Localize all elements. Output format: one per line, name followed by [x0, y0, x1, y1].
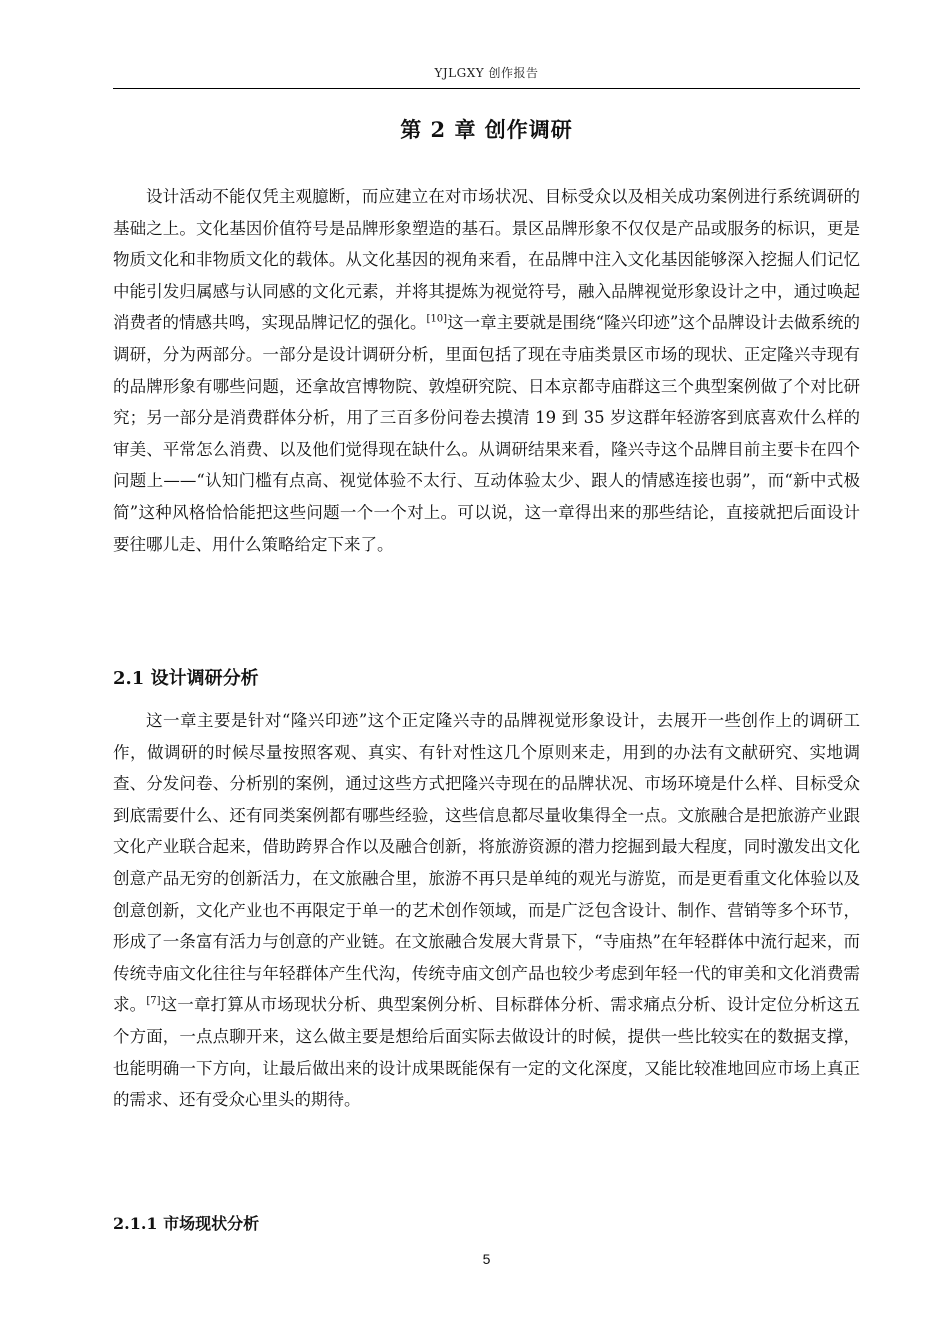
chapter-title: 第 2 章 创作调研: [400, 117, 573, 142]
intro-text-part1: 设计活动不能仅凭主观臆断，而应建立在对市场状况、目标受众以及相关成功案例进行系统调研的基础之上。文化基因价值符号是品牌形象塑造的基石。景区品牌形象不仅仅是产品或服务的标识，更是物质文化和非物质文化的载体。从文化基因的视角来看，在品牌中注入文化基因能够深入挖掘人们记忆中能引发归属感与认同感的文化元素，并将其提炼为视觉符号，融入品牌视觉形象设计之中，通过唤起消费者的情感共鸣，实现品牌记忆的强化。: [113, 187, 860, 333]
intro-text-part2: 这一章主要就是围绕“隆兴印迹”这个品牌设计去做系统的调研，分为两部分。一部分是设计调研分析，里面包括了现在寺庙类景区市场的现状、正定隆兴寺现有的品牌形象有哪些问题，还拿故宫博物院、敦煌研究院、日本京都寺庙群这三个典型案例做了个对比研究；另一部分是消费群体分析，用了三百多份问卷去摸清 19 到 35 岁这群年轻游客到底喜欢什么样的审美、平常怎么消费、以及他们觉得现在缺什么。从调研结果来看，隆兴寺这个品牌目前主要卡在四个问题上——“认知门槛有点高、视觉体验不太行、互动体验太少、跟人的情感连接也弱”，而“新中式极简”这种风格恰恰能把这些问题一个一个对上。可以说，这一章得出来的那些结论，直接就把后面设计要往哪儿走、用什么策略给定下来了。: [113, 313, 861, 554]
section-text-part2: 这一章打算从市场现状分析、典型案例分析、目标群体分析、需求痛点分析、设计定位分析这五个方面，一点点聊开来，这么做主要是想给后面实际去做设计的时候，提供一些比较实在的数据支撑，也能明确一下方向，让最后做出来的设计成果既能保有一定的文化深度，又能比较准地回应市场上真正的需求、还有受众心里头的期待。: [113, 995, 861, 1110]
section-paragraph: [113, 705, 860, 1116]
citation-7: [7]: [146, 995, 161, 1007]
running-header: YJLGXY 创作报告: [434, 66, 539, 80]
header-rule: [113, 88, 860, 89]
page-number: 5: [482, 1251, 491, 1267]
citation-10: [10]: [426, 313, 448, 325]
subsection-heading: 2.1.1 市场现状分析: [113, 1214, 260, 1233]
intro-paragraph: [113, 181, 860, 560]
section-heading: 2.1 设计调研分析: [113, 668, 259, 689]
section-text-part1: 这一章主要是针对“隆兴印迹”这个正定隆兴寺的品牌视觉形象设计，去展开一些创作上的调研工作，做调研的时候尽量按照客观、真实、有针对性这几个原则来走，用到的办法有文献研究、实地调查、分发问卷、分析别的案例，通过这些方式把隆兴寺现在的品牌状况、市场环境是什么样、目标受众到底需要什么、还有同类案例都有哪些经验，这些信息都尽量收集得全一点。文旅融合是把旅游产业跟文化产业联合起来，借助跨界合作以及融合创新，将旅游资源的潜力挖掘到最大程度，同时激发出文化创意产品无穷的创新活力，在文旅融合里，旅游不再只是单纯的观光与游览，而是更看重文化体验以及创意创新，文化产业也不再限定于单一的艺术创作领域，而是广泛包含设计、制作、营销等多个环节，形成了一条富有活力与创意的产业链。在文旅融合发展大背景下，“寺庙热”在年轻群体中流行起来，而传统寺庙文化往往与年轻群体产生代沟，传统寺庙文创产品也较少考虑到年轻一代的审美和文化消费需求。: [113, 711, 860, 1015]
